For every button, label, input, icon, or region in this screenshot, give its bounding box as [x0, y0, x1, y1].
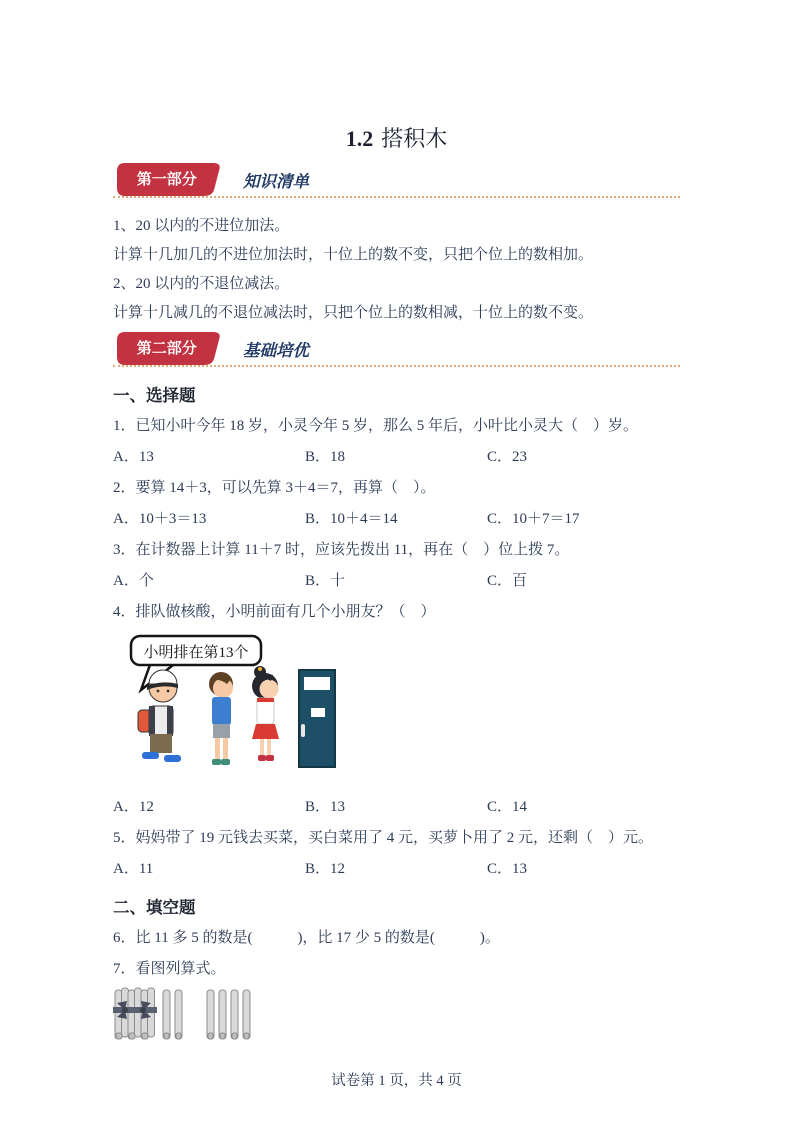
girl-leg: [267, 739, 271, 756]
girl-hair-accessory: [258, 667, 262, 671]
question-5-options: [113, 854, 680, 885]
option-c: C．14: [487, 799, 528, 815]
door-window: [311, 708, 325, 717]
queue-figure: [113, 632, 343, 784]
section1-label: 知识清单: [243, 172, 309, 191]
boy1-pants: [150, 734, 172, 753]
option-c: C．10＋7＝17: [487, 511, 580, 527]
option-a: A．13: [113, 449, 154, 465]
section2-badge: [117, 332, 223, 365]
boy2-shirt: [212, 697, 231, 725]
question-3-options: [113, 566, 680, 597]
boy-blue-shirt: [209, 672, 233, 765]
four-single-sticks: [207, 990, 250, 1039]
option-c: C．百: [487, 573, 528, 589]
boy1-vest-left: [149, 706, 155, 736]
option-a: A．10＋3＝13: [113, 511, 207, 527]
boy2-shoe: [221, 759, 230, 765]
counting-sticks-illustration: [113, 985, 680, 1047]
option-a: A．11: [113, 861, 154, 877]
question-4: 4．排队做核酸，小明前面有几个小朋友？（ ）: [113, 604, 436, 620]
stick-bundle-of-ten: [115, 988, 155, 1039]
knowledge-point: 计算十几减几的不退位减法时，只把个位上的数相减，十位上的数不变。: [113, 305, 594, 321]
question-2-options: [113, 504, 680, 535]
question-4-options: [113, 792, 680, 823]
section1-badge: [117, 163, 223, 196]
knowledge-point: 2、20 以内的不退位减法。: [113, 276, 290, 292]
option-a: A．个: [113, 573, 154, 589]
boy2-leg: [215, 738, 220, 760]
option-b: B．13: [305, 799, 346, 815]
section2-header: [113, 332, 680, 367]
speech-bubble-text: 小明排在第13个: [143, 645, 249, 661]
girl-red-skirt: [252, 666, 279, 761]
girl-head: [260, 680, 279, 699]
boy1-vest-right: [167, 706, 173, 736]
boy2-shorts: [213, 724, 230, 738]
boy1-eye: [167, 690, 170, 693]
boy1-eye: [157, 690, 160, 693]
boy1-shoe: [142, 752, 159, 759]
knowledge-point: 1、20 以内的不进位加法。: [113, 218, 290, 234]
fill-section-heading: 二、填空题: [113, 899, 196, 917]
section1-badge-label: 第一部分: [136, 171, 197, 188]
two-single-sticks: [163, 990, 182, 1039]
door-transom-window: [304, 677, 330, 690]
sticks-figure: [113, 985, 273, 1047]
option-b: B．12: [305, 861, 346, 877]
page-title: [113, 124, 680, 154]
section2-badge-label: 第二部分: [136, 340, 197, 357]
option-b: B．18: [305, 449, 346, 465]
boy2-leg: [223, 738, 228, 760]
question-3: 3．在计数器上计算 11＋7 时，应该先拨出 11，再在（ ）位上拨 7。: [113, 542, 570, 558]
question-1: 1．已知小叶今年 18 岁，小灵今年 5 岁，那么 5 年后，小叶比小灵大（ ）岁。: [113, 418, 639, 434]
title-number: 1.2: [345, 126, 374, 151]
door-handle: [301, 724, 305, 737]
boy1-shoe: [164, 755, 181, 762]
queue-illustration: [113, 632, 680, 784]
question-6: 6．比 11 多 5 的数是( )，比 17 少 5 的数是( )。: [113, 930, 500, 946]
question-7: 7．看图列算式。: [113, 961, 226, 977]
section1-header: [113, 163, 680, 198]
option-c: C．13: [487, 861, 528, 877]
girl-shoe: [266, 755, 274, 761]
girl-leg: [260, 739, 264, 756]
choice-section-heading: 一、选择题: [113, 387, 196, 405]
section2-label: 基础培优: [243, 341, 309, 360]
title-text: 搭积木: [381, 126, 448, 151]
page-content: [113, 0, 680, 1047]
knowledge-list: [113, 212, 680, 328]
option-b: B．10＋4＝14: [305, 511, 398, 527]
page-footer: 试卷第 1 页，共 4 页: [331, 1073, 462, 1089]
option-a: A．12: [113, 799, 154, 815]
question-2: 2．要算 14＋3，可以先算 3＋4＝7，再算（ ）。: [113, 480, 436, 496]
question-1-options: [113, 442, 680, 473]
door: [299, 670, 335, 767]
option-c: C．23: [487, 449, 528, 465]
knowledge-point: 计算十几加几的不进位加法时，十位上的数不变，只把个位上的数相加。: [113, 247, 594, 263]
girl-skirt: [252, 724, 279, 739]
option-b: B．十: [305, 573, 346, 589]
boy2-shoe: [212, 759, 221, 765]
question-5: 5．妈妈带了 19 元钱去买菜，买白菜用了 4 元，买萝卜用了 2 元，还剩（ ）元。: [113, 830, 654, 846]
girl-shoe: [258, 755, 266, 761]
girl-collar: [257, 698, 274, 702]
